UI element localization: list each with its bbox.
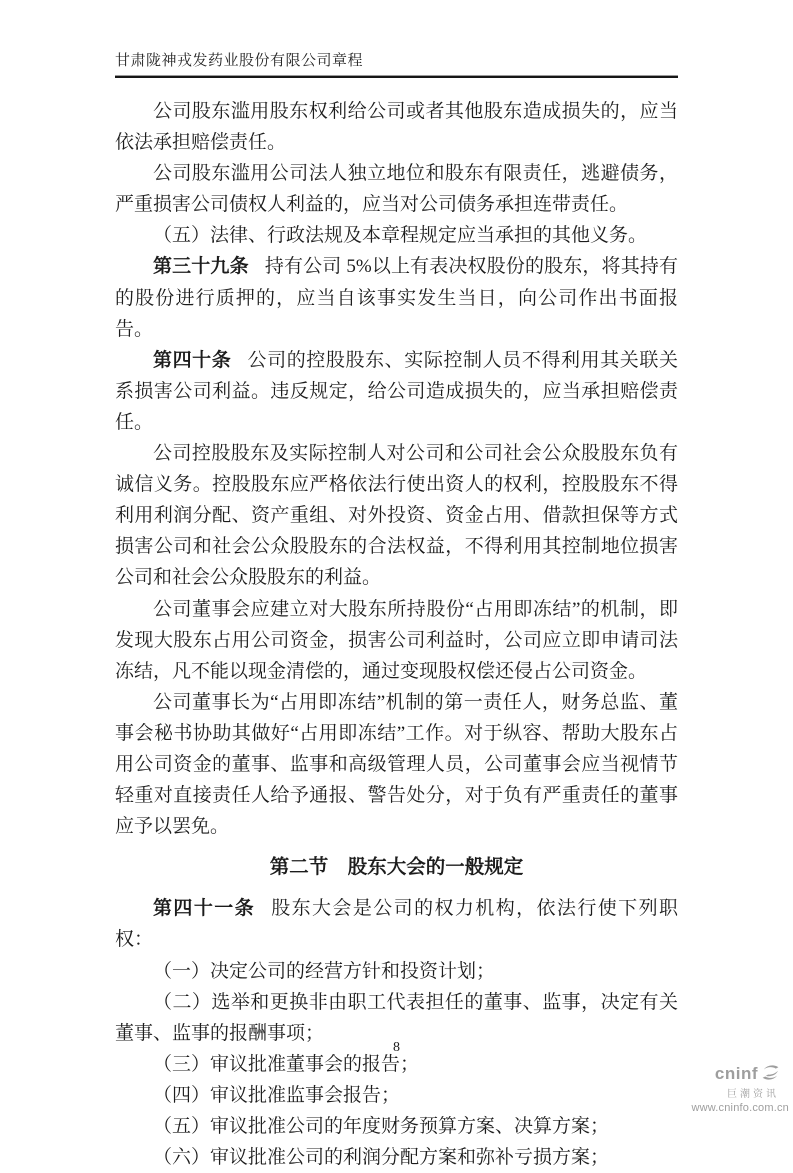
article-number: 第三十九条 (153, 256, 249, 278)
header-rule-dark (115, 76, 678, 78)
list-item (115, 1142, 678, 1173)
doc-paragraph (115, 594, 678, 687)
paragraph-text: （五）审议批准公司的年度财务预算方案、决算方案； (153, 1116, 610, 1137)
paragraph-text: 持有公司 5%以上有表决权股份的股东，将其持有的股份进行质押的，应当自该事实发生当日，向公司作出书面报告。 (115, 256, 678, 340)
doc-paragraph (115, 158, 678, 220)
doc-paragraph (115, 220, 678, 251)
article-41 (115, 893, 678, 955)
section-2-heading: 第二节 股东大会的一般规定 (269, 856, 524, 879)
page-header (115, 52, 678, 78)
doc-paragraph (115, 687, 678, 842)
paragraph-text: （五）法律、行政法规及本章程规定应当承担的其他义务。 (153, 225, 648, 247)
paragraph-text: （三）审议批准董事会的报告； (153, 1053, 420, 1075)
list-item (115, 956, 678, 987)
paragraph-text: （一）决定公司的经营方针和投资计划； (153, 960, 496, 982)
list-item (115, 1111, 678, 1142)
paragraph-text: 公司股东滥用公司法人独立地位和股东有限责任，逃避债务，严重损害公司债权人利益的，应当对公司债务承担连带责任。 (115, 163, 678, 216)
paragraph-text: 公司的控股股东、实际控制人员不得利用其关联关系损害公司利益。违反规定，给公司造成损失的，应当承担赔偿责任。 (115, 349, 678, 433)
page-number: 8 (393, 1040, 400, 1055)
paragraph-text: （六）审议批准公司的利润分配方案和弥补亏损方案； (153, 1147, 610, 1169)
document-title: 甘肃陇神戎发药业股份有限公司章程 (115, 53, 364, 69)
cninfo-brand-row (629, 1062, 789, 1088)
article-number: 第四十一条 (153, 898, 256, 920)
article-40 (115, 345, 678, 438)
cninfo-logo (629, 1062, 789, 1114)
doc-paragraph (115, 96, 678, 158)
paragraph-text: 公司股东滥用股东权利给公司或者其他股东造成损失的，应当依法承担赔偿责任。 (115, 101, 678, 154)
document-body (115, 96, 678, 1173)
paragraph-text: 公司控股股东及实际控制人对公司和公司社会公众股股东负有诚信义务。控股股东应严格依法行使出资人的权利，控股股东不得利用利润分配、资产重组、对外投资、资金占用、借款担保等方式损害公司和社会公众股股东的合法权益，不得利用其控制地位损害公司和社会公众股股东的利益。 (115, 443, 678, 589)
list-item (115, 1080, 678, 1111)
cninfo-name-cn: 巨潮资讯 (727, 1088, 779, 1100)
article-number: 第四十条 (153, 349, 232, 371)
cninfo-swirl-icon (760, 1062, 781, 1088)
paragraph-text: （四）审议批准监事会报告； (153, 1084, 401, 1106)
doc-paragraph (115, 438, 678, 593)
paragraph-text: 公司董事会应建立对大股东所持股份“占用即冻结”的机制，即发现大股东占用公司资金，损害公司利益时，公司应立即申请司法冻结，凡不能以现金清偿的，通过变现股权偿还侵占公司资金。 (115, 598, 678, 682)
cninfo-url: www.cninfo.com.cn (691, 1101, 789, 1114)
paragraph-text: （二）选举和更换非由职工代表担任的董事、监事，决定有关董事、监事的报酬事项； (115, 991, 678, 1044)
paragraph-text: 公司董事长为“占用即冻结”机制的第一责任人，财务总监、董事会秘书协助其做好“占用即冻结”工作。对于纵容、帮助大股东占用公司资金的董事、监事和高级管理人员，公司董事会应当视情节轻重对直接责任人给予通报、警告处分，对于负有严重责任的董事应予以罢免。 (115, 691, 678, 838)
paragraph-text: 股东大会是公司的权力机构，依法行使下列职权： (115, 898, 678, 951)
cninfo-brand-text: cninf (714, 1064, 758, 1084)
article-39 (115, 251, 678, 344)
